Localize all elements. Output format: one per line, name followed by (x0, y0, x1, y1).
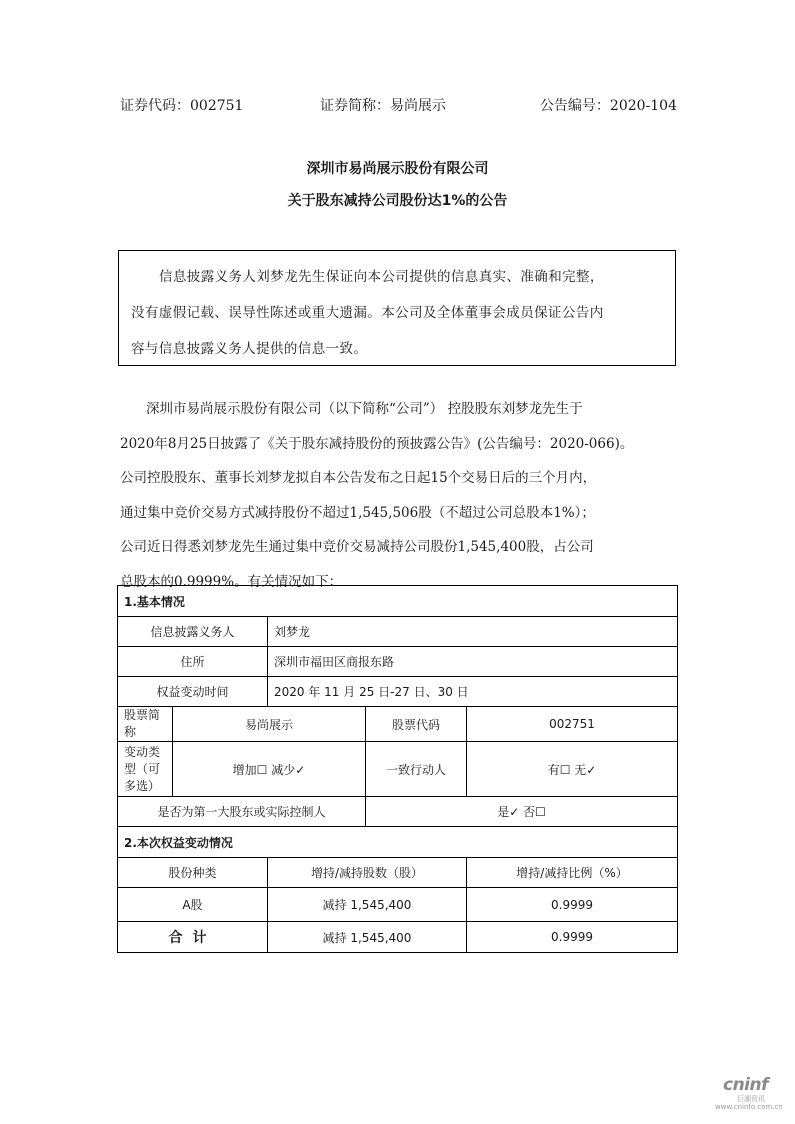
cninfo-watermark-logo (715, 1075, 793, 1115)
address-value: 深圳市福田区商报东路 (268, 647, 678, 677)
body-line: 2020年8月25日披露了《关于股东减持股份的预披露公告》(公告编号：2020-066)。 (120, 435, 634, 452)
info-table (117, 585, 678, 953)
discloser-value: 刘梦龙 (268, 617, 678, 647)
announcement-number-header: 公告编号：2020-104 (539, 98, 677, 114)
change-time-value: 2020 年 11 月 25 日-27 日、30 日 (268, 677, 678, 707)
document-header (120, 95, 677, 115)
body-line: 深圳市易尚展示股份有限公司（以下简称“公司”） 控股股东刘梦龙先生于 (146, 401, 583, 417)
ratio-cell: 0.9999 (467, 888, 678, 922)
body-line: 通过集中竞价交易方式减持股份不超过1,545,506股（不超过公司总股本1%）； (120, 504, 595, 521)
total-label: 合计 (118, 922, 268, 953)
stock-code-label: 股票代码 (366, 707, 467, 742)
stock-abbr-value: 易尚展示 (173, 707, 366, 742)
disclaimer-line: 信息披露义务人刘梦龙先生保证向本公司提供的信息真实、准确和完整， (159, 269, 604, 285)
col-header-ratio: 增持/减持比例（%） (467, 858, 678, 888)
cninfo-logo-url: www.cninfo.com.cn (715, 1103, 783, 1111)
shares-cell: 减持 1,545,400 (268, 888, 467, 922)
body-line: 公司近日得悉刘梦龙先生通过集中竞价交易减持公司股份1,545,400股，占公司 (120, 539, 594, 555)
disclaimer-line: 没有虚假记载、误导性陈述或重大遗漏。本公司及全体董事会成员保证公告内 (131, 305, 604, 321)
section-basic-info: 1.基本情况 (118, 586, 678, 617)
stock-code-value: 002751 (467, 707, 678, 742)
announcement-title: 关于股东减持公司股份达1%的公告 (287, 193, 508, 209)
stock-abbr-label: 股票简称 (118, 707, 173, 742)
change-type-label: 变动类型（可多选） (118, 742, 173, 797)
section-change-info: 2.本次权益变动情况 (118, 827, 678, 858)
company-title: 深圳市易尚展示股份有限公司 (306, 161, 489, 177)
body-line: 总股本的0.9999%。有关情况如下： (120, 573, 343, 590)
col-header-shares: 增持/减持股数（股） (268, 858, 467, 888)
cninfo-logo-text: cninf (723, 1075, 769, 1095)
share-type-cell: A股 (118, 888, 268, 922)
address-label: 住所 (118, 647, 268, 677)
total-ratio: 0.9999 (467, 922, 678, 953)
body-line: 公司控股股东、董事长刘梦龙拟自本公告发布之日起15个交易日后的三个月内， (120, 470, 597, 486)
total-shares: 减持 1,545,400 (268, 922, 467, 953)
stock-code-header: 证券代码：002751 (120, 98, 244, 114)
largest-shareholder-label: 是否为第一大股东或实际控制人 (118, 797, 366, 827)
change-time-label: 权益变动时间 (118, 677, 268, 707)
largest-shareholder-value: 是✓ 否☐ (366, 797, 678, 827)
cninfo-logo-subtitle: 巨潮资讯 (737, 1095, 765, 1103)
concert-party-value: 有☐ 无✓ (467, 742, 678, 797)
disclaimer-line: 容与信息披露义务人提供的信息一致。 (131, 341, 368, 357)
table-row (118, 888, 678, 922)
concert-party-label: 一致行动人 (366, 742, 467, 797)
stock-name-header: 证券简称：易尚展示 (320, 98, 446, 114)
discloser-label: 信息披露义务人 (118, 617, 268, 647)
col-header-share-type: 股份种类 (118, 858, 268, 888)
disclaimer-box (118, 250, 676, 366)
change-type-value: 增加☐ 减少✓ (173, 742, 366, 797)
body-paragraph (120, 392, 680, 599)
